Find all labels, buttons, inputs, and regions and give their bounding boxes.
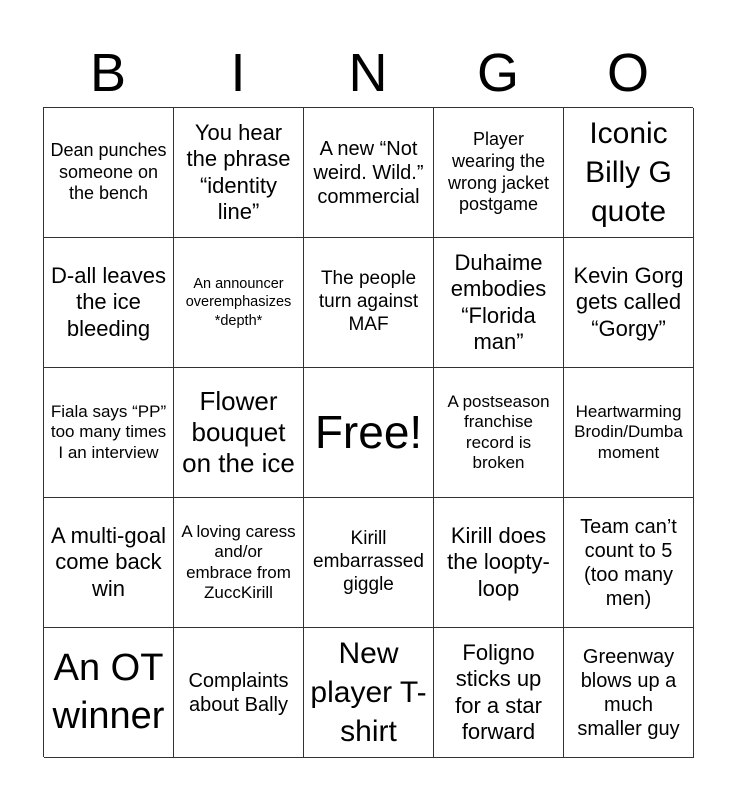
header-letter-g: G — [476, 43, 519, 103]
bingo-cell[interactable]: The people turn against MAF — [304, 238, 434, 368]
bingo-cell[interactable]: A new “Not weird. Wild.” commercial — [304, 108, 434, 238]
bingo-cell[interactable]: A postseason franchise record is broken — [434, 368, 564, 498]
bingo-cell[interactable]: You hear the phrase “identity line” — [174, 108, 304, 238]
bingo-grid — [43, 107, 693, 757]
bingo-cell[interactable]: Kevin Gorg gets called “Gorgy” — [564, 238, 694, 368]
header-letter-b: B — [89, 43, 127, 103]
bingo-cell[interactable]: Fiala says “PP” too many times I an interview — [44, 368, 174, 498]
bingo-cell[interactable]: Flower bouquet on the ice — [174, 368, 304, 498]
bingo-cell[interactable]: An OT winner — [44, 628, 174, 758]
bingo-cell[interactable]: Dean punches someone on the bench — [44, 108, 174, 238]
bingo-cell[interactable]: Iconic Billy G quote — [564, 108, 694, 238]
header-letter-o: O — [606, 43, 649, 103]
free-space[interactable]: Free! — [304, 368, 434, 498]
bingo-cell[interactable]: Duhaime embodies “Florida man” — [434, 238, 564, 368]
bingo-cell[interactable]: New player T-shirt — [304, 628, 434, 758]
bingo-cell[interactable]: Foligno sticks up for a star forward — [434, 628, 564, 758]
bingo-cell[interactable]: A loving caress and/or embrace from ZuccKirill — [174, 498, 304, 628]
bingo-cell[interactable]: Kirill embarrassed giggle — [304, 498, 434, 628]
header-letter-i: I — [230, 43, 246, 103]
bingo-cell[interactable]: An announcer overemphasizes *depth* — [174, 238, 304, 368]
bingo-header — [43, 38, 693, 108]
bingo-cell[interactable]: Greenway blows up a much smaller guy — [564, 628, 694, 758]
bingo-cell[interactable]: Kirill does the loopty-loop — [434, 498, 564, 628]
bingo-cell[interactable]: Player wearing the wrong jacket postgame — [434, 108, 564, 238]
bingo-cell[interactable]: D-all leaves the ice bleeding — [44, 238, 174, 368]
bingo-cell[interactable]: Heartwarming Brodin/Dumba moment — [564, 368, 694, 498]
header-letter-n: N — [348, 43, 388, 103]
bingo-cell[interactable]: Team can’t count to 5 (too many men) — [564, 498, 694, 628]
bingo-cell[interactable]: A multi-goal come back win — [44, 498, 174, 628]
bingo-cell[interactable]: Complaints about Bally — [174, 628, 304, 758]
